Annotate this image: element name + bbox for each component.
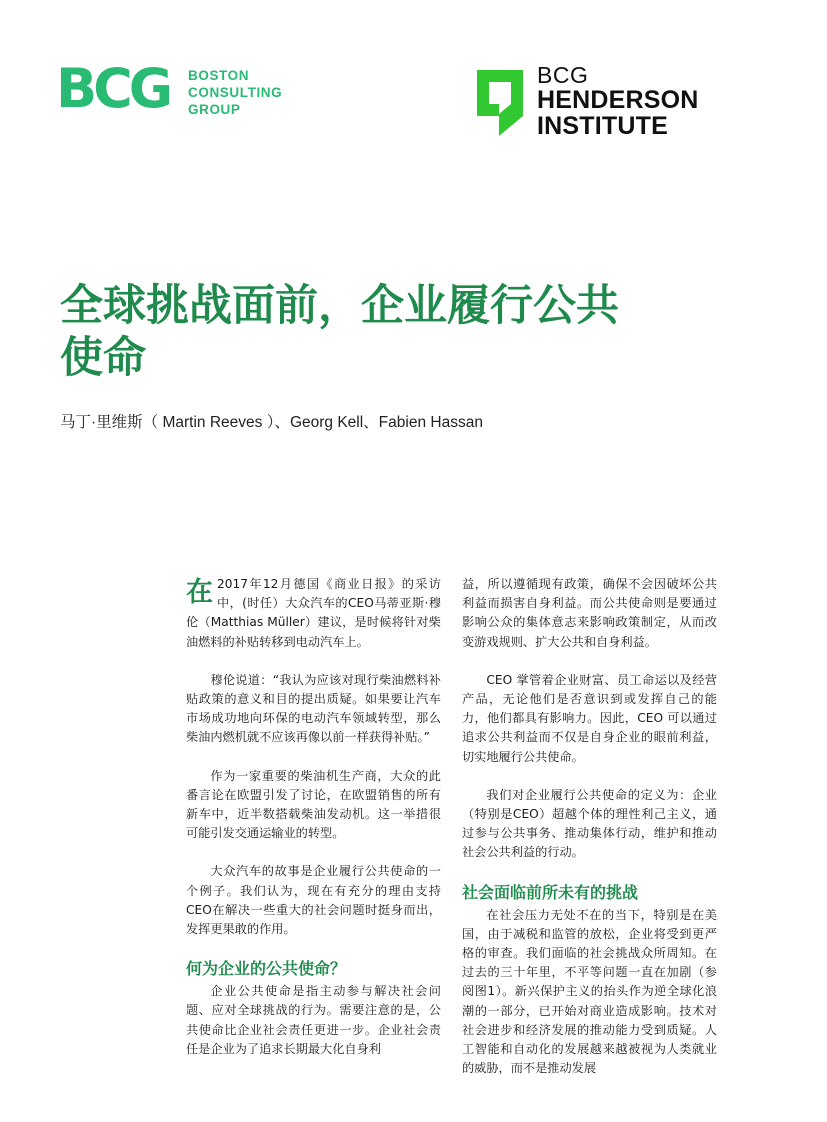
paragraph: 企业公共使命是指主动参与解决社会问题、应对全球挑战的行为。需要注意的是，公共使命比企业社会责任更进一步。企业社会责任是企业为了追求长期最大化自身利 [186, 984, 441, 1056]
title-line-2: 使命 [60, 333, 146, 383]
paragraph: 我们对企业履行公共使命的定义为：企业（特别是CEO）超越个体的理性利己主义，通过参与公共事务、推动集体行动，维护和推动社会公共利益的行动。 [462, 787, 717, 860]
bcg-logo-line-1: BOSTON [188, 68, 250, 83]
section-heading: 何为企业的公共使命？ [186, 959, 347, 979]
bcg-logo-line-3: GROUP [188, 102, 241, 117]
paragraph: 大众汽车的故事是企业履行公共使命的一个例子。我们认为，现在有充分的理由支持CEO在解决一些重大的社会问题时挺身而出，发挥更果敢的作用。 [186, 864, 441, 937]
henderson-institute-logo-icon [477, 70, 523, 136]
body-column-left [186, 575, 441, 1078]
section-heading: 社会面临前所未有的挑战 [462, 882, 639, 902]
henderson-institute-wordmark [537, 64, 699, 139]
article-title [60, 280, 760, 384]
drop-cap: 在 [186, 577, 213, 608]
body-column-right [462, 575, 717, 1097]
article-authors: 马丁·里维斯（ Martin Reeves ）、Georg Kell、Fabien Hassan [60, 414, 483, 431]
bhi-bcg-text: BCG [537, 62, 589, 88]
title-line-1: 全球挑战面前，企业履行公共 [60, 281, 619, 331]
paragraph-text: 2017年12月德国《商业日报》的采访中，(时任）大众汽车的CEO马蒂亚斯·穆伦（Matthias Müller）建议，是时候将针对柴油燃料的补贴转移到电动汽车上。 [186, 577, 441, 649]
paragraph: 在社会压力无处不在的当下，特别是在美国，由于减税和监管的放松，企业将受到更严格的审查。我们面临的社会挑战众所周知。在过去的三十年里，不平等问题一直在加剧（参阅图1）。新兴保护主义的抬头作为逆全球化浪潮的一部分，已开始对商业造成影响。技术对社会进步和经济发展的推动能力受到质疑。人工智能和自动化的发展越来越被视为人类就业的威胁，而不是推动发展 [462, 907, 717, 1076]
paragraph: 穆伦说道：“我认为应该对现行柴油燃料补贴政策的意义和目的提出质疑。如果要让汽车市场成功地向环保的电动汽车领域转型，那么柴油内燃机就不应该再像以前一样获得补贴。” [186, 672, 441, 745]
paragraph [186, 575, 441, 652]
bcg-logo-line-2: CONSULTING [188, 85, 283, 100]
paragraph: 益，所以遵循现有政策，确保不会因破坏公共利益而损害自身利益。而公共使命则是要通过影响公众的集体意志来影响政策制定，从而改变游戏规则、扩大公共和自身利益。 [462, 577, 717, 649]
bcg-logo-mark: BCG [56, 57, 170, 120]
bcg-logo-wordmark [188, 67, 282, 118]
paragraph: 作为一家重要的柴油机生产商，大众的此番言论在欧盟引发了讨论，在欧盟销售的所有新车中，近半数搭载柴油发动机。这一举措很可能引发交通运输业的转型。 [186, 768, 441, 841]
bhi-line-2: INSTITUTE [537, 112, 668, 140]
paragraph: CEO 掌管着企业财富、员工命运以及经营产品，无论他们是否意识到或发挥自己的能力，他们都具有影响力。因此，CEO 可以通过追求公共利益而不仅是自身企业的眼前利益，切实地履行公共使命。 [462, 672, 717, 764]
bhi-line-1: HENDERSON [537, 86, 699, 114]
